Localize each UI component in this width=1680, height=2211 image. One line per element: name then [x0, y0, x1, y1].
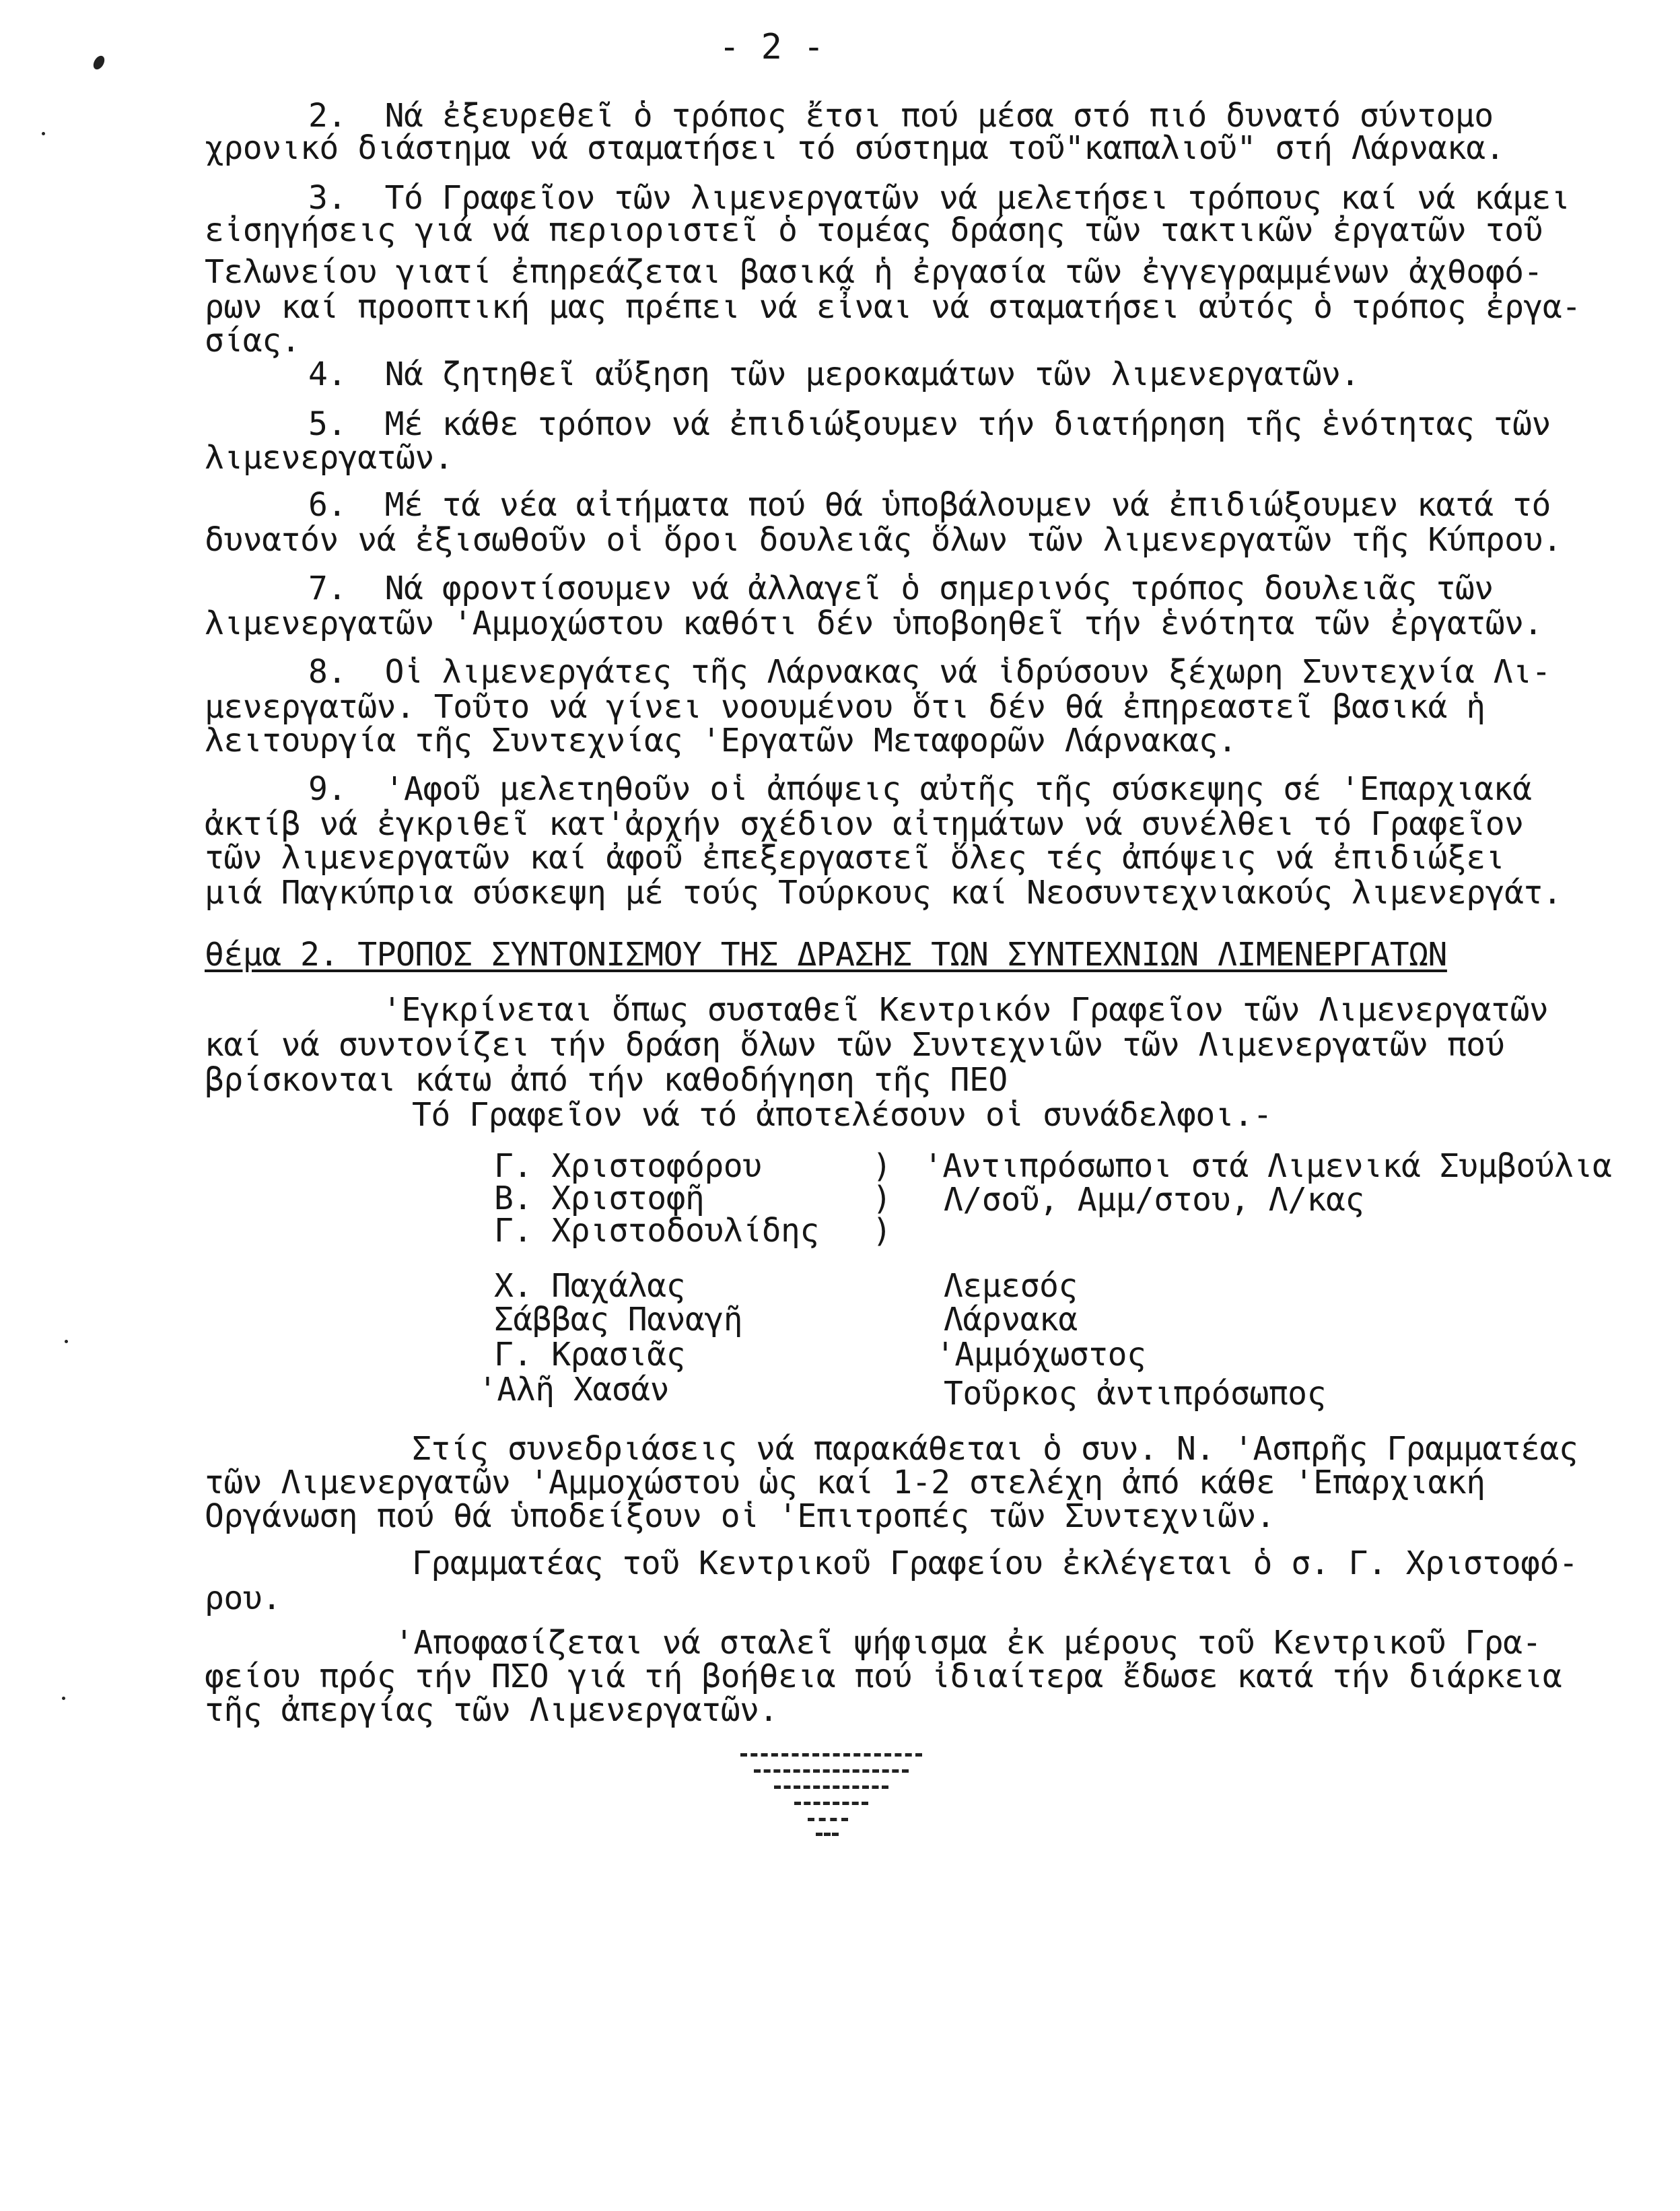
- member-place: Λάρνακα: [944, 1301, 1078, 1338]
- item-6-line-1: 6. Μέ τά νέα αἰτήματα πού θά ὑποβάλουμεν νά ἐπιδιώξουμεν κατά τό: [308, 486, 1551, 524]
- bracket: ): [872, 1212, 892, 1250]
- item-8-line-3: λειτουργία τῆς Συντεχνίας 'Εργατῶν Μεταφορῶν Λάρνακας.: [205, 722, 1237, 759]
- body2-line-3: βρίσκονται κάτω ἀπό τήν καθοδήγηση τῆς ΠΕΟ: [205, 1061, 1008, 1099]
- item-3-line-4: ρων καί προοπτική μας πρέπει νά εἶναι νά σταματήσει αὐτός ὁ τρόπος ἐργα-: [205, 288, 1581, 326]
- item-8-line-1: 8. Οἱ λιμενεργάτες τῆς Λάρνακας νά ἱδρύσουν ξέχωρη Συντεχνία Λι-: [308, 653, 1551, 691]
- member-place: 'Αμμόχωστος: [936, 1336, 1146, 1373]
- section-heading: θέμα 2. ΤΡΟΠΟΣ ΣΥΝΤΟΝΙΣΜΟΥ ΤΗΣ ΔΡΑΣΗΣ ΤΩΝ ΣΥΝΤΕΧΝΙΩΝ ΛΙΜΕΝΕΡΓΑΤΩΝ: [205, 936, 1447, 974]
- item-7-line-1: 7. Νά φροντίσουμεν νά ἀλλαγεῖ ὁ σημερινός τρόπος δουλειᾶς τῶν: [308, 570, 1494, 607]
- item-9-line-1: 9. 'Αφοῦ μελετηθοῦν οἱ ἀπόψεις αὐτῆς τῆς σύσκεψης σέ 'Επαρχιακά: [308, 770, 1532, 808]
- bracket: ): [872, 1147, 892, 1185]
- body3-line-2: τῶν Λιμενεργατῶν 'Αμμοχώστου ὡς καί 1-2 στελέχη ἀπό κάθε 'Επαρχιακή: [205, 1464, 1485, 1501]
- item-3-line-5: σίας.: [205, 322, 300, 360]
- member-name: Β. Χριστοφῆ: [494, 1180, 705, 1217]
- member-place: Τοῦρκος ἀντιπρόσωπος: [944, 1375, 1326, 1413]
- item-2-line-1: 2. Νά ἐξευρεθεῖ ὁ τρόπος ἔτσι πού μέσα στό πιό δυνατό σύντομο: [308, 97, 1494, 135]
- scan-speck: [65, 1340, 68, 1343]
- body3-line-5: ρου.: [205, 1579, 281, 1617]
- item-9-line-3: τῶν λιμενεργατῶν καί ἀφοῦ ἐπεξεργαστεῖ ὅλες τές ἀπόψεις νά ἐπιδιώξει: [205, 839, 1505, 877]
- body2-line-2: καί νά συντονίζει τήν δράση ὅλων τῶν Συντεχνιῶν τῶν Λιμενεργατῶν πού: [205, 1026, 1505, 1064]
- scan-speck: [62, 1697, 65, 1700]
- scan-speck: [42, 132, 45, 135]
- member-name: Γ. Χριστοδουλίδης: [494, 1212, 819, 1250]
- item-7-line-2: λιμενεργατῶν 'Αμμοχώστου καθότι δέν ὑποβοηθεῖ τήν ἑνότητα τῶν ἐργατῶν.: [205, 605, 1543, 642]
- body3-line-1: Στίς συνεδριάσεις νά παρακάθεται ὁ συν. Ν. 'Ασπρῆς Γραμματέας: [412, 1430, 1578, 1468]
- ornament-line: [816, 1833, 839, 1840]
- member-name: Γ. Κρασιᾶς: [494, 1336, 685, 1373]
- item-9-line-4: μιά Παγκύπρια σύσκεψη μέ τούς Τούρκους καί Νεοσυντεχνιακούς λιμενεργάτ.: [205, 874, 1562, 912]
- item-3-line-2: εἰσηγήσεις γιά νά περιοριστεῖ ὁ τομέας δράσης τῶν τακτικῶν ἐργατῶν τοῦ: [205, 211, 1543, 249]
- item-9-line-2: ἀκτίβ νά ἐγκριθεῖ κατ'ἀρχήν σχέδιον αἰτημάτων νά συνέλθει τό Γραφεῖον: [205, 805, 1524, 843]
- body2-line-1: 'Εγκρίνεται ὅπως συσταθεῖ Κεντρικόν Γραφεῖον τῶν Λιμενεργατῶν: [382, 991, 1549, 1029]
- item-3-line-3: Τελωνείου γιατί ἐπηρεάζεται βασικά ἡ ἐργασία τῶν ἐγγεγραμμένων ἀχθοφό-: [205, 253, 1543, 291]
- body3-line-3: Οργάνωση πού θά ὑποδείξουν οἱ 'Επιτροπές τῶν Συντεχνιῶν.: [205, 1497, 1275, 1535]
- page-number: - 2 -: [719, 27, 825, 67]
- ornament-line: [794, 1802, 868, 1809]
- body2-line-4: Τό Γραφεῖον νά τό ἀποτελέσουν οἱ συνάδελφοι.-: [412, 1096, 1272, 1134]
- bracket: ): [872, 1180, 892, 1217]
- member-place: Λεμεσός: [944, 1267, 1078, 1305]
- item-2-line-2: χρονικό διάστημα νά σταματήσει τό σύστημα τοῦ"καπαλιοῦ" στή Λάρνακα.: [205, 129, 1505, 167]
- member-name: Σάββας Παναγῆ: [494, 1301, 743, 1338]
- item-5-line-2: λιμενεργατῶν.: [205, 439, 454, 477]
- item-6-line-2: δυνατόν νά ἐξισωθοῦν οἱ ὅροι δουλειᾶς ὅλων τῶν λιμενεργατῶν τῆς Κύπρου.: [205, 521, 1562, 559]
- member-role: 'Αντιπρόσωποι στά Λιμενικά Συμβούλια: [923, 1147, 1612, 1185]
- scan-speck: [91, 54, 106, 71]
- body3-line-4: Γραμματέας τοῦ Κεντρικοῦ Γραφείου ἐκλέγεται ὁ σ. Γ. Χριστοφό-: [412, 1544, 1578, 1582]
- ornament-line: [740, 1753, 922, 1761]
- body3-line-7: φείου πρός τήν ΠΣΟ γιά τή βοήθεια πού ἰδιαίτερα ἔδωσε κατά τήν διάρκεια: [205, 1658, 1562, 1695]
- body3-line-6: 'Αποφασίζεται νά σταλεῖ ψήφισμα ἐκ μέρους τοῦ Κεντρικοῦ Γρα-: [394, 1624, 1541, 1662]
- body3-line-8: τῆς ἀπεργίας τῶν Λιμενεργατῶν.: [205, 1691, 778, 1729]
- member-role: Λ/σοῦ, Αμμ/στου, Λ/κας: [944, 1181, 1364, 1219]
- item-8-line-2: μενεργατῶν. Τοῦτο νά γίνει νοουμένου ὅτι δέν θά ἐπηρεαστεῖ βασικά ἡ: [205, 688, 1485, 726]
- item-4: 4. Νά ζητηθεῖ αὔξηση τῶν μεροκαμάτων τῶν λιμενεργατῶν.: [308, 355, 1360, 393]
- item-3-line-1: 3. Τό Γραφεῖον τῶν λιμενεργατῶν νά μελετήσει τρόπους καί νά κάμει: [308, 179, 1570, 217]
- ornament-line: [754, 1769, 909, 1777]
- member-name: Χ. Παχάλας: [494, 1267, 685, 1305]
- ornament-line: [808, 1818, 848, 1825]
- member-name: 'Αλῆ Χασάν: [478, 1371, 669, 1408]
- member-name: Γ. Χριστοφόρου: [494, 1147, 762, 1185]
- item-5-line-1: 5. Μέ κάθε τρόπον νά ἐπιδιώξουμεν τήν διατήρηση τῆς ἑνότητας τῶν: [308, 405, 1551, 443]
- ornament-line: [774, 1785, 888, 1793]
